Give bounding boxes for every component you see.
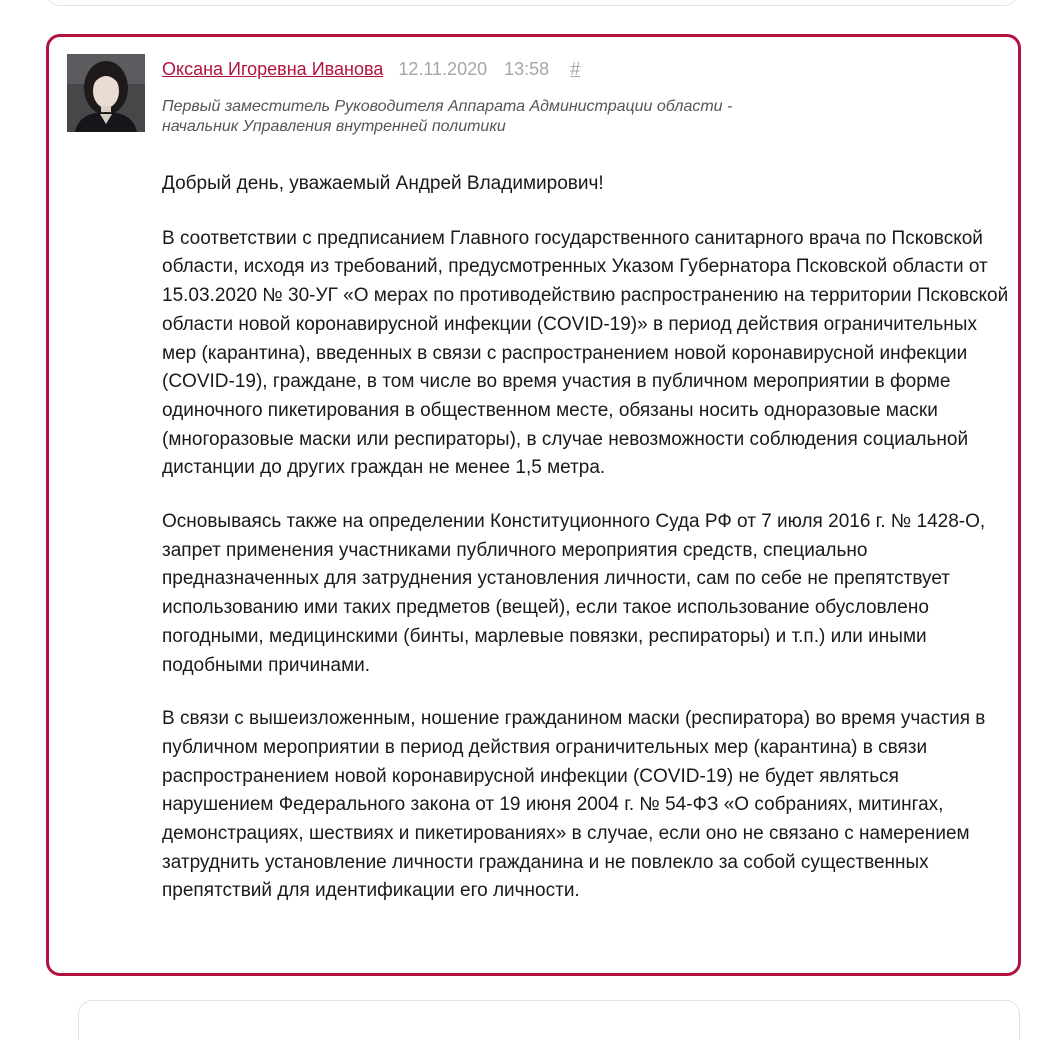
comment-paragraph: Основываясь также на определении Конституционного Суда РФ от 7 июля 2016 г. № 1428-О, запрет применения участниками публичного мероприятия средств, специально предназначенных для затруднения установления личности, сам по себе не препятствует использованию ими таких предметов (вещей), если такое использование обусловлено погодными, медицинскими (бинты, марлевые повязки, респираторы) и т.п.) или иными подобными причинами. xyxy=(162,511,986,676)
comment-time: 13:58 xyxy=(504,59,550,79)
comment-paragraph: В связи с вышеизложенным, ношение гражданином маски (респиратора) во время участия в публичном мероприятии в период действия ограничительных мер (карантина) в связи распространением новой коронавирусной инфекции (COVID-19) не будет являться нарушением Федерального закона от 19 июня 2004 г. № 54-ФЗ «О собраниях, митингах, демонстрациях, шествиях и пикетированиях» в случае, если оно не связано с намерением затруднить установление личности гражданина и не повлекло за собой существенных препятствий для идентификации его личности. xyxy=(162,708,986,902)
comment-greeting: Добрый день, уважаемый Андрей Владимирович! xyxy=(162,173,604,194)
previous-comment-card xyxy=(46,0,1018,6)
permalink-anchor[interactable]: # xyxy=(570,59,581,79)
author-position-line: начальник Управления внутренней политики xyxy=(162,118,506,135)
comment-date: 12.11.2020 xyxy=(398,59,488,79)
comment-paragraph: В соответствии с предписанием Главного государственного санитарного врача по Псковской области, исходя из требований, предусмотренных Указом Губернатора Псковской области от 15.03.2020 № 30-УГ «О мерах по противодействию распространению на территории Псковской области новой коронавирусной инфекции (COVID-19)» в период действия ограничительных мер (карантина), введенных в связи с распространением новой коронавирусной инфекции (COVID-19), граждане, в том числе во время участия в публичном мероприятии в форме одиночного пикетирования в общественном месте, обязаны носить одноразовые маски (многоразовые маски или респираторы), в случае невозможности соблюдения социальной дистанции до других граждан не менее 1,5 метра. xyxy=(162,227,1009,479)
comment-body xyxy=(162,170,1012,931)
avatar-photo-icon xyxy=(67,54,145,132)
author-position xyxy=(162,97,802,137)
author-position-line: Первый заместитель Руководителя Аппарата Администрации области - xyxy=(162,98,733,115)
comment-meta xyxy=(162,57,580,81)
next-comment-card xyxy=(78,1000,1020,1040)
comment-card xyxy=(46,34,1021,976)
author-link[interactable]: Оксана Игоревна Иванова xyxy=(162,59,384,79)
avatar[interactable] xyxy=(67,54,145,132)
